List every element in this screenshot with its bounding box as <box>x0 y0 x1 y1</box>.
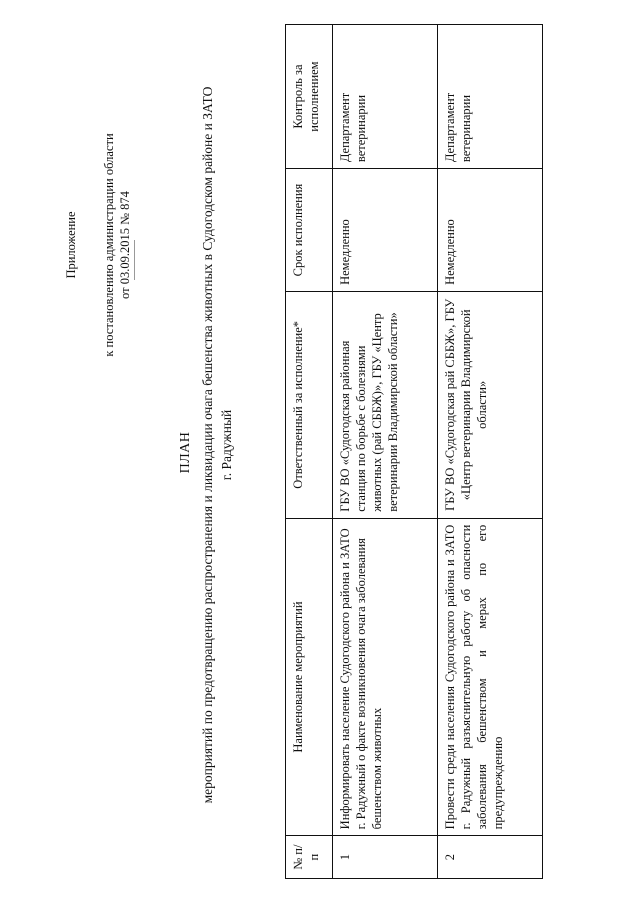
table-row <box>333 25 438 879</box>
header-control: Контроль за исполнением <box>286 25 333 169</box>
document-title: ПЛАН <box>178 431 193 474</box>
appendix-label: Приложение <box>64 211 78 279</box>
header-responsible: Ответственный за исполнение* <box>286 291 333 518</box>
cell-name: Информировать население Судогодского района и ЗАТО г. Радужный о факте возникновения очага заболевания бешенством животных <box>333 518 438 836</box>
table-row <box>438 25 543 879</box>
pen-mark <box>134 240 135 280</box>
cell-control: Департамент ветеринарии <box>333 25 438 169</box>
cell-name: Провести среди населения Судогодского района и ЗАТО г. Радужный разъяснительную работу об опасности заболевания бешенством и мерах по его предупреждению <box>438 518 543 836</box>
cell-no: 2 <box>438 836 543 879</box>
header-no: № п/п <box>286 836 333 879</box>
cell-control: Департамент ветеринарии <box>438 25 543 169</box>
appendix-date-number: от 03.09.2015 № 874 <box>118 191 132 299</box>
appendix-decree: к постановлению администрации области <box>102 133 116 357</box>
cell-term: Немедленно <box>438 169 543 292</box>
header-term: Срок исполнения <box>286 169 333 292</box>
document-subtitle: мероприятий по предотвращению распространения и ликвидации очага бешенства животных в Судогодском районе и ЗАТО г. Радужный <box>200 86 234 804</box>
cell-term: Немедленно <box>333 169 438 292</box>
cell-responsible: ГБУ ВО «Судогодская рай СББЖ», ГБУ «Центр ветеринарии Владимирской области» <box>438 291 543 518</box>
table-header-row <box>286 25 333 879</box>
plan-table <box>285 24 543 879</box>
cell-responsible: ГБУ ВО «Судогодская районная станция по борьбе с болезнями животных (рай СББЖ)», ГБУ «Центр ветеринарии Владимирской области» <box>333 291 438 518</box>
cell-no: 1 <box>333 836 438 879</box>
header-name: Наименование мероприятий <box>286 518 333 836</box>
